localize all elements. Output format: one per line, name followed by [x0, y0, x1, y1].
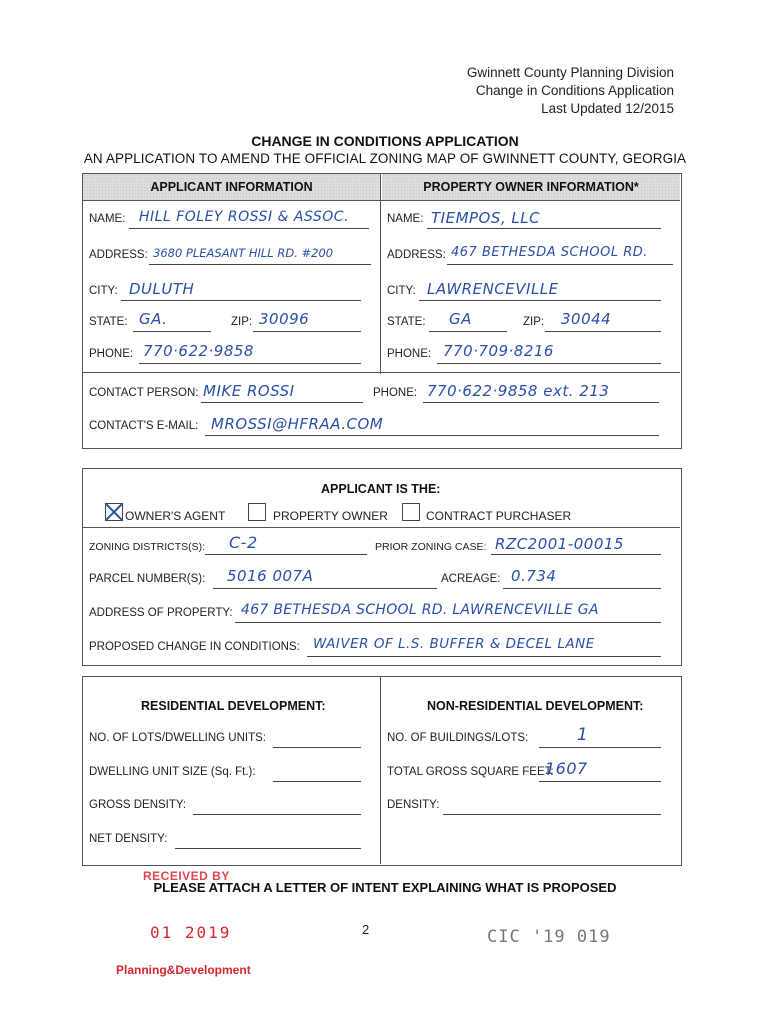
owner-state-field[interactable]: GA — [449, 310, 472, 328]
parcel-number-field[interactable]: 5016 007A — [227, 567, 314, 585]
buildings-lots-line — [539, 747, 661, 748]
unit-size-label: DWELLING UNIT SIZE (Sq. Ft.): — [89, 766, 256, 778]
owner-name-label: NAME: — [387, 213, 424, 225]
gross-sqft-field[interactable]: 1607 — [545, 759, 588, 778]
applicant-address-field[interactable]: 3680 PLEASANT HILL RD. #200 — [153, 246, 334, 260]
parcel-number-line — [213, 588, 437, 589]
lots-units-line — [273, 747, 361, 748]
applicant-state-line — [133, 331, 211, 332]
gross-density-line — [193, 814, 361, 815]
owner-state-label: STATE: — [387, 316, 426, 328]
property-owner-label: PROPERTY OWNER — [273, 509, 388, 523]
property-address-label: ADDRESS OF PROPERTY: — [89, 607, 233, 619]
zoning-districts-line — [205, 554, 367, 555]
applicant-zip-field[interactable]: 30096 — [259, 310, 310, 328]
applicant-address-line — [149, 264, 371, 265]
applicant-type-section — [82, 468, 682, 666]
received-date-stamp: 01 2019 — [150, 923, 232, 942]
owner-state-line — [429, 331, 507, 332]
development-divider — [380, 677, 381, 864]
owner-heading: PROPERTY OWNER INFORMATION* — [382, 174, 680, 200]
property-address-line — [235, 622, 661, 623]
unit-size-line — [273, 781, 361, 782]
type-divider — [83, 527, 680, 528]
owner-city-field[interactable]: LAWRENCEVILLE — [427, 280, 559, 298]
owners-agent-checkbox[interactable] — [105, 503, 123, 521]
contact-person-field[interactable]: MIKE ROSSI — [203, 382, 295, 400]
applicant-phone-label: PHONE: — [89, 348, 134, 360]
owner-name-field[interactable]: TIEMPOS, LLC — [431, 209, 541, 227]
received-stamp: RECEIVED BY — [143, 869, 230, 883]
applicant-name-line — [129, 228, 369, 229]
zoning-districts-field[interactable]: C-2 — [229, 533, 258, 552]
buildings-lots-label: NO. OF BUILDINGS/LOTS: — [387, 732, 529, 744]
header-form-name: Change in Conditions Application — [475, 83, 674, 98]
applicant-state-field[interactable]: GA. — [139, 310, 168, 328]
contact-phone-field[interactable]: 770·622·9858 ext. 213 — [427, 382, 610, 400]
applicant-phone-field[interactable]: 770·622·9858 — [143, 342, 254, 360]
contact-divider — [83, 372, 680, 373]
prior-zoning-field[interactable]: RZC2001-00015 — [495, 535, 624, 553]
buildings-lots-field[interactable]: 1 — [577, 725, 589, 745]
acreage-line — [503, 588, 661, 589]
owner-zip-line — [545, 331, 661, 332]
net-density-label: NET DENSITY: — [89, 833, 168, 845]
property-owner-checkbox[interactable] — [248, 503, 266, 521]
owner-city-label: CITY: — [387, 285, 416, 297]
applicant-city-field[interactable]: DULUTH — [129, 280, 195, 298]
applicant-heading: APPLICANT INFORMATION — [83, 174, 380, 200]
density-line — [443, 814, 661, 815]
contact-email-line — [205, 435, 659, 436]
page-number: 2 — [362, 922, 370, 937]
letter-of-intent-note: PLEASE ATTACH A LETTER OF INTENT EXPLAINING WHAT IS PROPOSED — [153, 880, 617, 895]
applicant-name-label: NAME: — [89, 213, 126, 225]
contact-email-field[interactable]: MROSSI@HFRAA.COM — [211, 415, 384, 433]
owner-zip-field[interactable]: 30044 — [561, 310, 612, 328]
header-updated: Last Updated 12/2015 — [541, 101, 674, 116]
owner-address-line — [447, 264, 673, 265]
acreage-field[interactable]: 0.734 — [511, 567, 557, 585]
contact-person-label: CONTACT PERSON: — [89, 387, 199, 399]
applicant-zip-line — [253, 331, 361, 332]
owner-phone-label: PHONE: — [387, 348, 432, 360]
proposed-change-label: PROPOSED CHANGE IN CONDITIONS: — [89, 641, 300, 653]
planning-dept-stamp: Planning&Development — [116, 963, 251, 977]
proposed-change-line — [307, 656, 661, 657]
zoning-districts-label: ZONING DISTRICTS(S): — [89, 541, 206, 553]
nonresidential-heading: NON-RESIDENTIAL DEVELOPMENT: — [427, 699, 644, 713]
owner-address-field[interactable]: 467 BETHESDA SCHOOL RD. — [451, 245, 648, 260]
contact-phone-label: PHONE: — [373, 387, 418, 399]
owner-name-line — [427, 228, 661, 229]
applicant-state-label: STATE: — [89, 316, 128, 328]
applicant-name-field[interactable]: HILL FOLEY ROSSI & ASSOC. — [139, 209, 349, 225]
property-address-field[interactable]: 467 BETHESDA SCHOOL RD. LAWRENCEVILLE GA — [241, 602, 599, 618]
owners-agent-label: OWNER'S AGENT — [125, 509, 226, 523]
density-label: DENSITY: — [387, 799, 440, 811]
owner-address-label: ADDRESS: — [387, 249, 446, 261]
development-section — [82, 676, 682, 866]
lots-units-label: NO. OF LOTS/DWELLING UNITS: — [89, 732, 266, 744]
document-header — [374, 64, 674, 118]
net-density-line — [175, 848, 361, 849]
owner-city-line — [419, 300, 661, 301]
page-subtitle: AN APPLICATION TO AMEND THE OFFICIAL ZONING MAP OF GWINNETT COUNTY, GEORGIA — [83, 151, 687, 166]
applicant-zip-label: ZIP: — [231, 316, 253, 328]
contact-person-line — [201, 402, 363, 403]
applicant-city-label: CITY: — [89, 285, 118, 297]
parcel-number-label: PARCEL NUMBER(S): — [89, 573, 206, 585]
prior-zoning-label: PRIOR ZONING CASE: — [375, 541, 487, 553]
contract-purchaser-checkbox[interactable] — [402, 503, 420, 521]
owner-phone-field[interactable]: 770·709·8216 — [443, 342, 554, 360]
acreage-label: ACREAGE: — [441, 573, 501, 585]
prior-zoning-line — [491, 554, 661, 555]
residential-heading: RESIDENTIAL DEVELOPMENT: — [141, 699, 326, 713]
applicant-city-line — [121, 300, 361, 301]
proposed-change-field[interactable]: WAIVER OF L.S. BUFFER & DECEL LANE — [313, 636, 595, 652]
case-number-stamp: CIC '19 019 — [487, 927, 611, 947]
gross-sqft-line — [539, 781, 661, 782]
gross-sqft-label: TOTAL GROSS SQUARE FEET: — [387, 766, 554, 778]
page-title: CHANGE IN CONDITIONS APPLICATION — [251, 133, 519, 149]
contact-phone-line — [423, 402, 659, 403]
applicant-type-heading: APPLICANT IS THE: — [321, 482, 441, 496]
column-divider — [380, 174, 381, 374]
header-division: Gwinnett County Planning Division — [466, 65, 674, 80]
contract-purchaser-label: CONTRACT PURCHASER — [426, 509, 572, 523]
applicant-address-label: ADDRESS: — [89, 249, 148, 261]
owner-phone-line — [437, 363, 661, 364]
info-section — [82, 173, 682, 449]
heading-divider — [83, 200, 680, 201]
gross-density-label: GROSS DENSITY: — [89, 799, 187, 811]
contact-email-label: CONTACT'S E-MAIL: — [89, 420, 199, 432]
owner-zip-label: ZIP: — [523, 316, 545, 328]
applicant-phone-line — [139, 363, 361, 364]
